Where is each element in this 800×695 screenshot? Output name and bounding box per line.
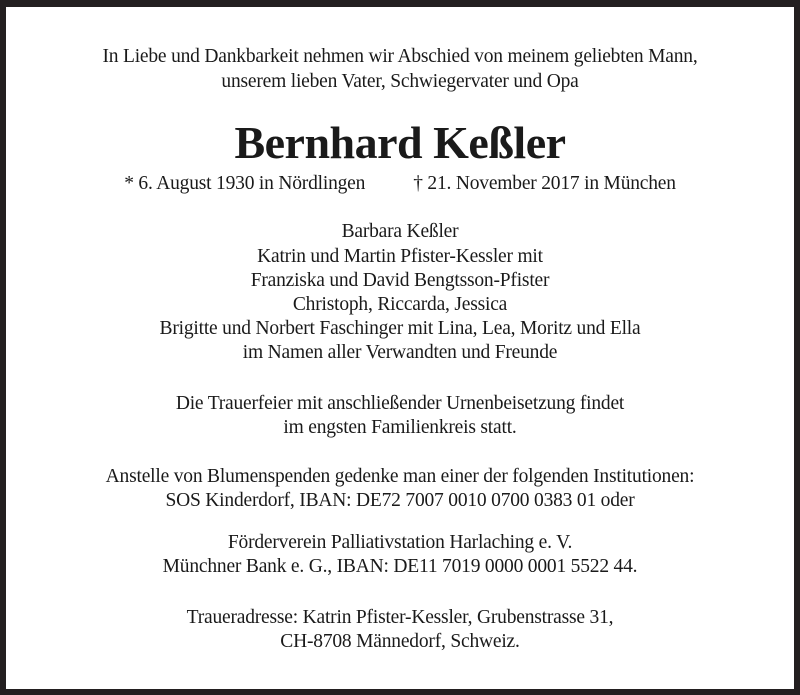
mourner-line: Brigitte und Norbert Faschinger mit Lina, Lea, Moritz und Ella: [159, 318, 641, 339]
mourner-line: Barbara Keßler: [341, 221, 459, 242]
mourner-line: Franziska und David Bengtsson-Pfister: [250, 270, 550, 291]
address-line-2: CH-8708 Männedorf, Schweiz.: [280, 631, 520, 652]
death-date: † 21. November 2017 in München: [413, 173, 676, 194]
intro-line-2: unserem lieben Vater, Schwiegervater und Opa: [221, 71, 579, 92]
donation2-line-1: Förderverein Palliativstation Harlaching e. V.: [227, 532, 573, 553]
mourner-line: Katrin und Martin Pfister-Kessler mit: [257, 246, 543, 267]
donation-line-2: SOS Kinderdorf, IBAN: DE72 7007 0010 0700 0383 01 oder: [165, 490, 635, 511]
birth-date: * 6. August 1930 in Nördlingen: [124, 173, 366, 194]
mourner-line: im Namen aller Verwandten und Freunde: [242, 342, 558, 363]
address-line-1: Traueradresse: Katrin Pfister-Kessler, Grubenstrasse 31,: [186, 607, 614, 628]
donation2-line-2: Münchner Bank e. G., IBAN: DE11 7019 0000 0001 5522 44.: [162, 556, 638, 577]
deceased-name: Bernhard Keßler: [234, 117, 566, 168]
ceremony-line-2: im engsten Familienkreis statt.: [283, 417, 517, 438]
ceremony-line-1: Die Trauerfeier mit anschließender Urnenbeisetzung findet: [175, 393, 625, 414]
intro-line-1: In Liebe und Dankbarkeit nehmen wir Abschied von meinem geliebten Mann,: [102, 46, 698, 67]
donation-line-1: Anstelle von Blumenspenden gedenke man einer der folgenden Institutionen:: [105, 466, 695, 487]
life-dates: [0, 172, 800, 196]
mourner-line: Christoph, Riccarda, Jessica: [292, 294, 508, 315]
